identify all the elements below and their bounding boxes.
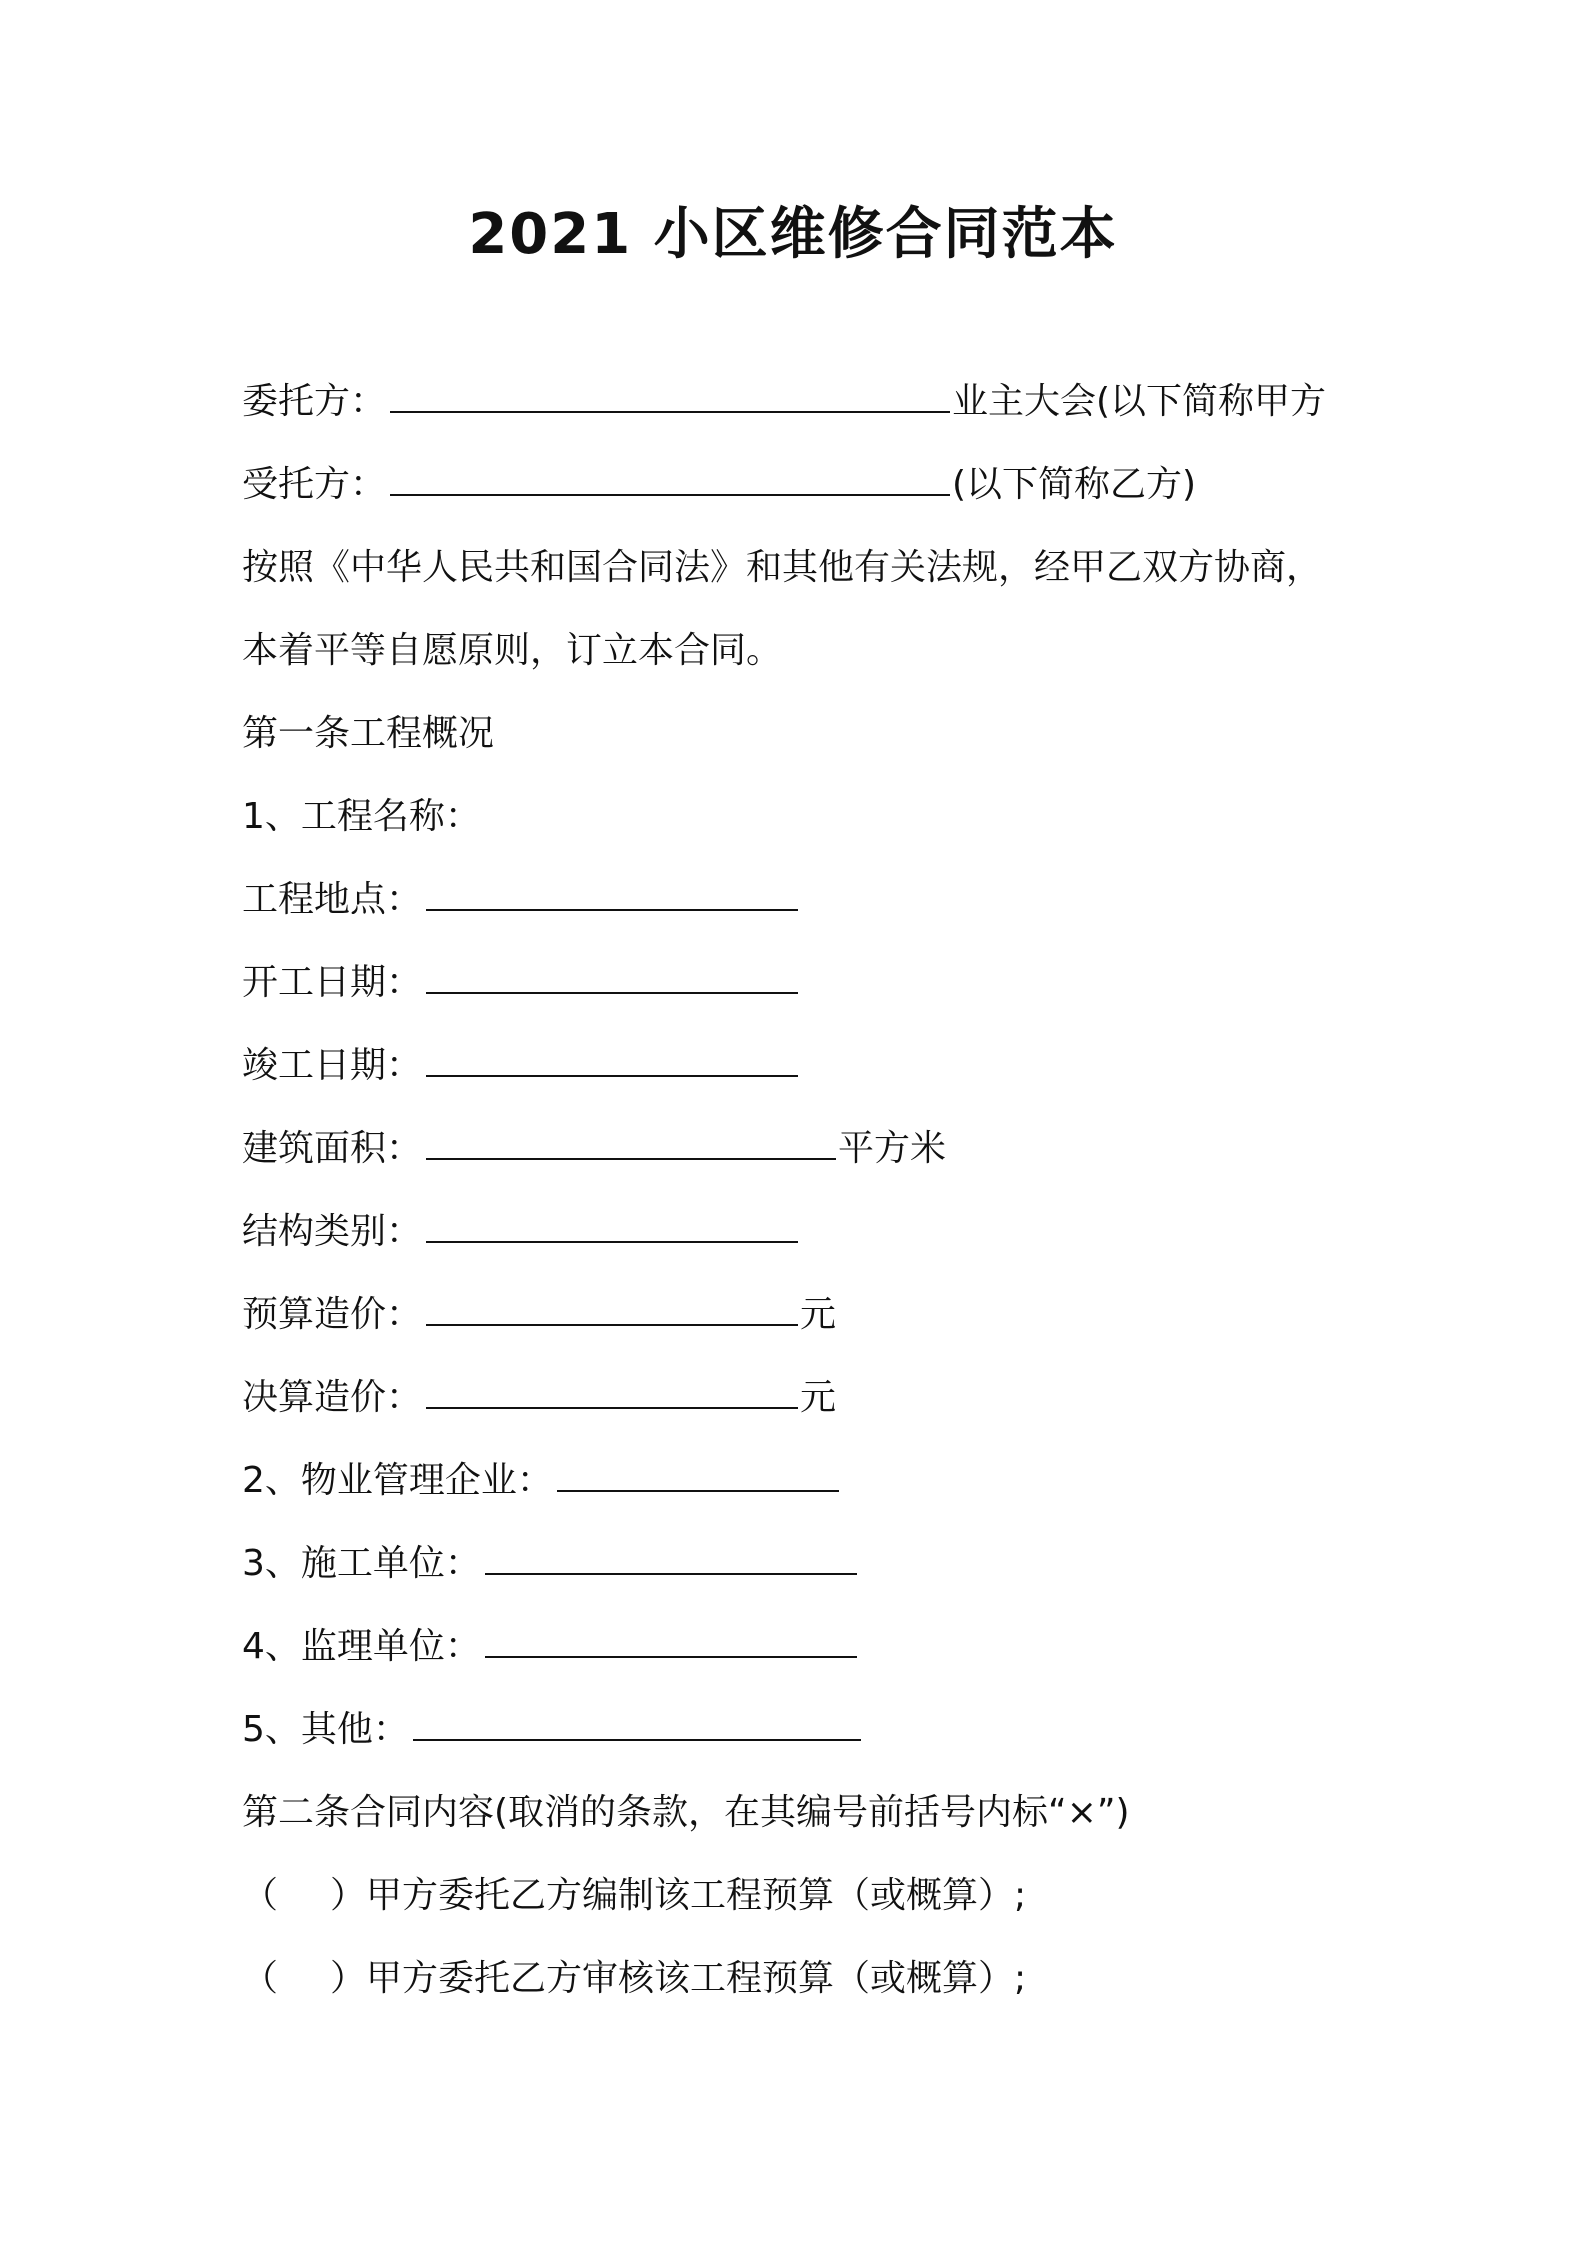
project-location-label: 工程地点： — [242, 879, 423, 920]
completion-date-field[interactable] — [426, 1045, 798, 1077]
preamble-line-1: 按照《中华人民共和国合同法》和其他有关法规，经甲乙双方协商， — [242, 547, 1323, 588]
contractor-line — [242, 461, 1196, 509]
budget-cost-label: 预算造价： — [242, 1294, 423, 1335]
final-cost-line — [242, 1374, 836, 1422]
clause-1 — [242, 1872, 1026, 1920]
completion-date-label: 竣工日期： — [242, 1045, 423, 1086]
client-name-field[interactable] — [390, 381, 950, 413]
budget-cost-unit: 元 — [800, 1294, 837, 1335]
property-management-field[interactable] — [557, 1460, 839, 1492]
start-date-field[interactable] — [426, 962, 798, 994]
property-management-line — [242, 1457, 841, 1505]
final-cost-unit: 元 — [800, 1377, 837, 1418]
contractor-suffix: (以下简称乙方) — [952, 464, 1197, 505]
structure-type-label: 结构类别： — [242, 1211, 423, 1252]
article1-heading: 第一条工程概况 — [242, 713, 495, 754]
other-line — [242, 1706, 863, 1754]
floor-area-label: 建筑面积： — [242, 1128, 423, 1169]
construction-unit-line — [242, 1540, 859, 1588]
other-label: 5、其他： — [242, 1709, 409, 1750]
contractor-label: 受托方： — [242, 464, 387, 505]
document-title: 2021 小区维修合同范本 — [468, 202, 1118, 267]
budget-cost-field[interactable] — [426, 1294, 798, 1326]
clause-2-close-paren: ） — [330, 1958, 367, 1999]
contractor-name-field[interactable] — [390, 464, 950, 496]
completion-date-line — [242, 1042, 800, 1090]
clause-2-open-paren: （ — [242, 1958, 279, 1999]
start-date-line — [242, 959, 800, 1007]
client-line — [242, 378, 1326, 426]
structure-type-line — [242, 1208, 800, 1256]
property-management-label: 2、物业管理企业： — [242, 1460, 553, 1501]
floor-area-line — [242, 1125, 946, 1173]
supervision-unit-label: 4、监理单位： — [242, 1626, 481, 1667]
clause-2 — [242, 1955, 1026, 2003]
project-location-line — [242, 876, 800, 924]
project-name-line: 1、工程名称： — [242, 796, 481, 837]
clause-1-text: 甲方委托乙方编制该工程预算（或概算）; — [366, 1875, 1027, 1916]
preamble-line-2: 本着平等自愿原则，订立本合同。 — [242, 630, 783, 671]
final-cost-label: 决算造价： — [242, 1377, 423, 1418]
client-suffix: 业主大会(以下简称甲方 — [952, 381, 1327, 422]
structure-type-field[interactable] — [426, 1211, 798, 1243]
other-field[interactable] — [413, 1709, 861, 1741]
final-cost-field[interactable] — [426, 1377, 798, 1409]
supervision-unit-line — [242, 1623, 859, 1671]
budget-cost-line — [242, 1291, 836, 1339]
clause-1-open-paren: （ — [242, 1875, 279, 1916]
clause-2-text: 甲方委托乙方审核该工程预算（或概算）; — [366, 1958, 1027, 1999]
clause-1-close-paren: ） — [330, 1875, 367, 1916]
client-label: 委托方： — [242, 381, 387, 422]
floor-area-unit: 平方米 — [838, 1128, 947, 1169]
project-location-field[interactable] — [426, 879, 798, 911]
floor-area-field[interactable] — [426, 1128, 836, 1160]
article2-heading: 第二条合同内容(取消的条款，在其编号前括号内标“×”) — [242, 1792, 1130, 1833]
construction-unit-field[interactable] — [485, 1543, 857, 1575]
construction-unit-label: 3、施工单位： — [242, 1543, 481, 1584]
start-date-label: 开工日期： — [242, 962, 423, 1003]
supervision-unit-field[interactable] — [485, 1626, 857, 1658]
